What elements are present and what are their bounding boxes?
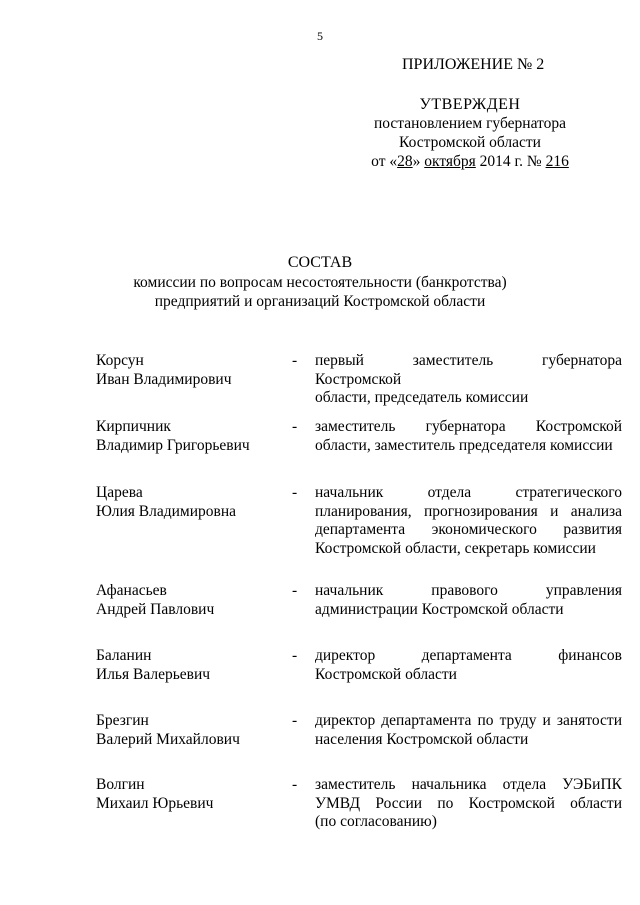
member-dash: - [292, 484, 298, 501]
composition-subtitle-line-2: предприятий и организаций Костромской области [154, 293, 486, 310]
member-surname: Афанасьев [96, 582, 167, 599]
role-line: области, председатель комиссии [315, 389, 529, 406]
member-role [315, 712, 622, 749]
date-year: 2014 г. № [475, 153, 546, 170]
member-name [96, 776, 286, 813]
approval-date-line [350, 152, 590, 171]
role-line: департамента экономического развития [315, 521, 622, 538]
member-dash: - [292, 582, 298, 599]
approval-block [350, 95, 590, 171]
member-given-names: Иван Владимирович [96, 370, 232, 388]
member-given-names: Валерий Михайлович [96, 730, 240, 748]
member-surname: Кирпичник [96, 418, 171, 435]
member-given-names: Илья Валерьевич [96, 665, 211, 683]
role-line: Костромской области [315, 665, 457, 683]
member-surname: Корсун [96, 352, 144, 369]
member-role [315, 647, 622, 684]
member-role [315, 484, 622, 558]
composition-subtitle-line-1: комиссии по вопросам несостоятельности (банкротства) [133, 274, 507, 291]
member-name [96, 582, 286, 619]
member-role [315, 776, 622, 832]
approval-line-1: постановлением губернатора [373, 115, 567, 132]
role-line: планирования, прогнозирования и анализа [315, 502, 622, 520]
member-dash: - [292, 712, 298, 729]
member-surname: Брезгин [96, 712, 149, 729]
member-surname: Волгин [96, 776, 145, 793]
role-line: начальник правового управления [315, 582, 622, 599]
member-name [96, 352, 286, 389]
member-dash: - [292, 776, 298, 793]
member-given-names: Юлия Владимировна [96, 502, 236, 520]
role-line: УМВД России по Костромской области [315, 794, 622, 812]
member-name [96, 712, 286, 749]
composition-heading [0, 253, 640, 311]
member-name [96, 484, 286, 521]
decree-number: 216 [545, 153, 569, 170]
composition-title: СОСТАВ [287, 254, 353, 271]
appendix-label: ПРИЛОЖЕНИЕ № 2 [402, 56, 545, 73]
role-line: заместитель губернатора Костромской [315, 418, 622, 435]
role-line: администрации Костромской области [315, 600, 564, 618]
approval-line-2: Костромской области [399, 134, 541, 151]
date-month: октября [424, 153, 476, 170]
approval-title: УТВЕРЖДЕН [419, 96, 521, 113]
member-given-names: Владимир Григорьевич [96, 436, 250, 454]
member-dash: - [292, 352, 298, 369]
member-surname: Царева [96, 484, 143, 501]
role-line: области, заместитель председателя комиссии [315, 436, 613, 454]
role-line: Костромской области, секретарь комиссии [315, 539, 596, 557]
date-prefix: от « [371, 153, 398, 170]
member-dash: - [292, 647, 298, 664]
date-mid: » [412, 153, 425, 170]
member-given-names: Михаил Юрьевич [96, 794, 214, 812]
role-line: населения Костромской области [315, 730, 529, 748]
member-given-names: Андрей Павлович [96, 600, 215, 618]
member-role [315, 418, 622, 455]
member-role [315, 582, 622, 619]
role-line: первый заместитель губернатора Костромской [315, 352, 622, 388]
page-number: 5 [317, 29, 323, 43]
role-line: начальник отдела стратегического [315, 484, 622, 501]
date-day: 28 [397, 153, 413, 170]
member-dash: - [292, 418, 298, 435]
role-line: директор департамента по труду и занятости [315, 712, 622, 729]
member-name [96, 647, 286, 684]
member-surname: Баланин [96, 647, 152, 664]
role-line: директор департамента финансов [315, 647, 622, 664]
member-role [315, 352, 622, 408]
member-name [96, 418, 286, 455]
role-line: (по согласованию) [315, 813, 437, 830]
role-line: заместитель начальника отдела УЭБиПК [315, 776, 622, 793]
